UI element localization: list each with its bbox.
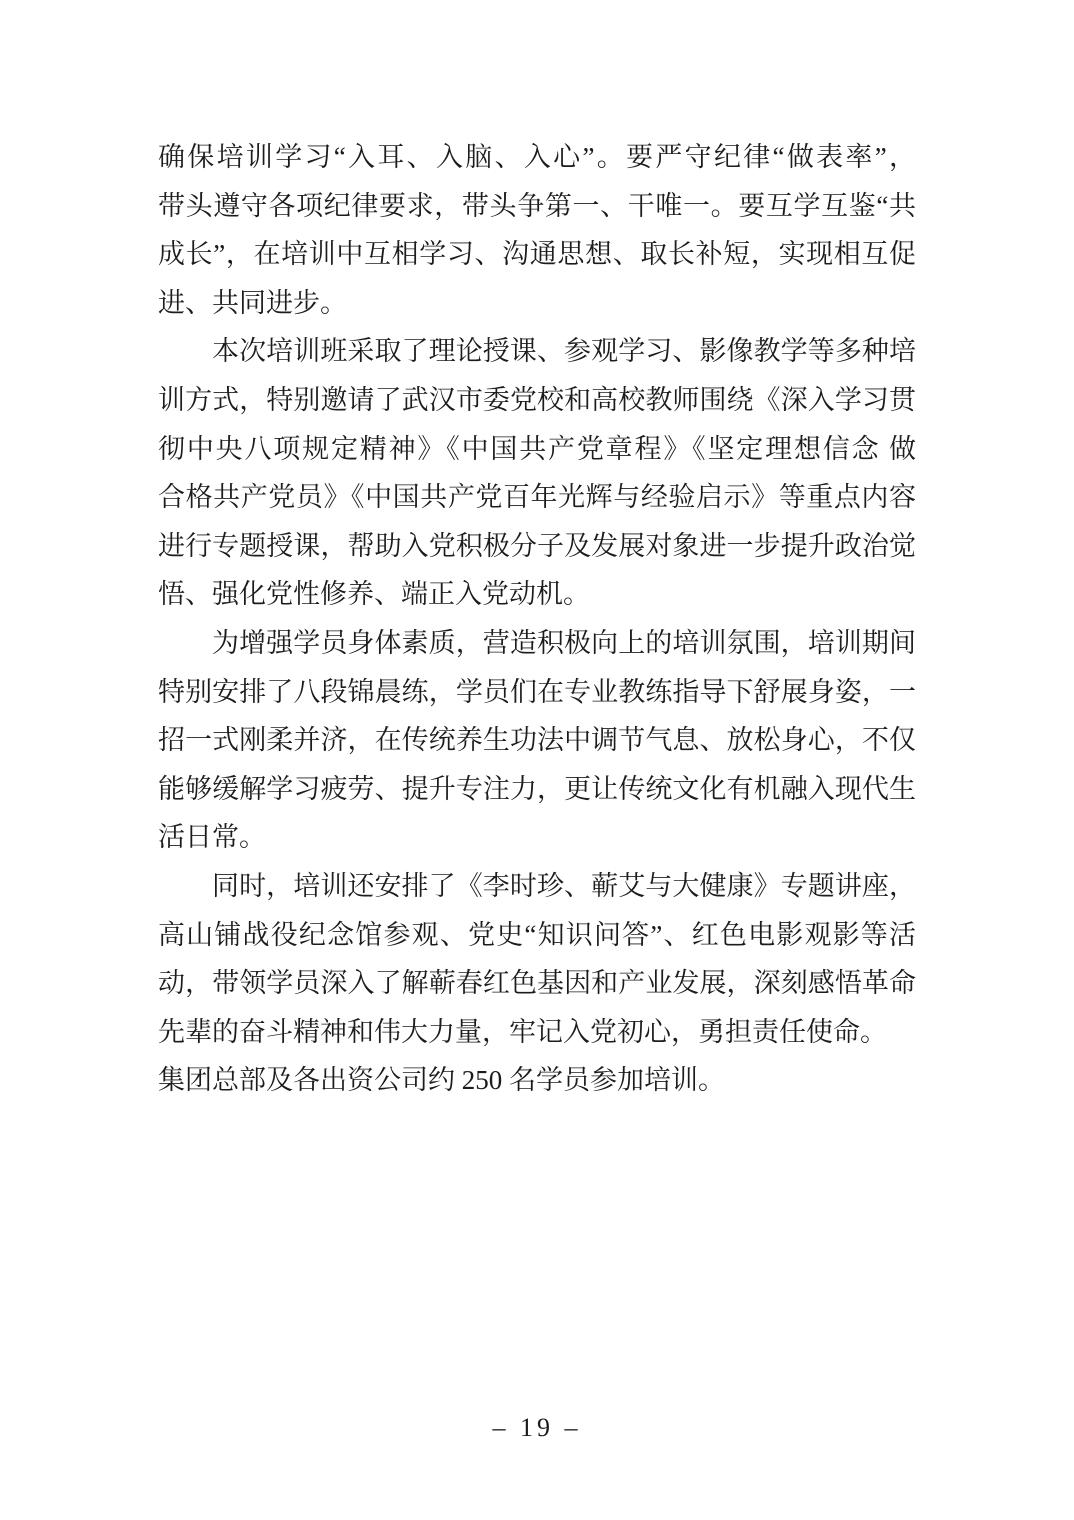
text-line: 确保培训学习“入耳、入脑、入心”。要严守纪律“做表率”， bbox=[158, 142, 916, 172]
paragraph bbox=[158, 862, 916, 1056]
text-line: 特别安排了八段锦晨练，学员们在专业教练指导下舒展身姿，一 bbox=[158, 676, 916, 707]
paragraph bbox=[158, 327, 916, 619]
text-line: 动，带领学员深入了解蕲春红色基因和产业发展，深刻感悟革命 bbox=[158, 968, 916, 999]
text-line: 进行专题授课，帮助入党积极分子及发展对象进一步提升政治觉 bbox=[158, 530, 916, 561]
text-line: 集团总部及各出资公司约 250 名学员参加培训。 bbox=[158, 1065, 725, 1096]
paragraph bbox=[158, 133, 916, 327]
text-line: 成长”，在培训中互相学习、沟通思想、取长补短，实现相互促 bbox=[158, 239, 916, 270]
text-line: 本次培训班采取了理论授课、参观学习、影像教学等多种培 bbox=[212, 336, 916, 367]
text-line: 悟、强化党性修养、端正入党动机。 bbox=[158, 579, 590, 610]
text-line: 能够缓解学习疲劳、提升专注力，更让传统文化有机融入现代生 bbox=[158, 773, 916, 804]
text-line: 进、共同进步。 bbox=[158, 287, 347, 318]
text-line: 为增强学员身体素质，营造积极向上的培训氛围，培训期间 bbox=[212, 627, 916, 658]
text-line: 带头遵守各项纪律要求，带头争第一、干唯一。要互学互鉴“共 bbox=[158, 190, 916, 221]
text-line: 招一式刚柔并济，在传统养生功法中调节气息、放松身心，不仅 bbox=[158, 725, 916, 756]
document-body-text bbox=[158, 133, 916, 1105]
text-line: 先辈的奋斗精神和伟大力量，牢记入党初心，勇担责任使命。 bbox=[158, 1016, 887, 1047]
text-line: 高山铺战役纪念馆参观、党史“知识问答”、红色电影观影等活 bbox=[158, 919, 916, 950]
text-line: 彻中央八项规定精神》《中国共产党章程》《坚定理想信念 做 bbox=[158, 433, 916, 464]
text-line: 合格共产党员》《中国共产党百年光辉与经验启示》等重点内容 bbox=[158, 482, 916, 513]
text-line: 同时，培训还安排了《李时珍、蕲艾与大健康》专题讲座， bbox=[212, 870, 916, 901]
text-line: 训方式，特别邀请了武汉市委党校和高校教师围绕《深入学习贯 bbox=[158, 384, 916, 415]
paragraph bbox=[158, 619, 916, 862]
paragraph bbox=[158, 1056, 916, 1105]
page-number: – 19 – bbox=[492, 1413, 582, 1442]
text-line: 活日常。 bbox=[158, 822, 266, 853]
